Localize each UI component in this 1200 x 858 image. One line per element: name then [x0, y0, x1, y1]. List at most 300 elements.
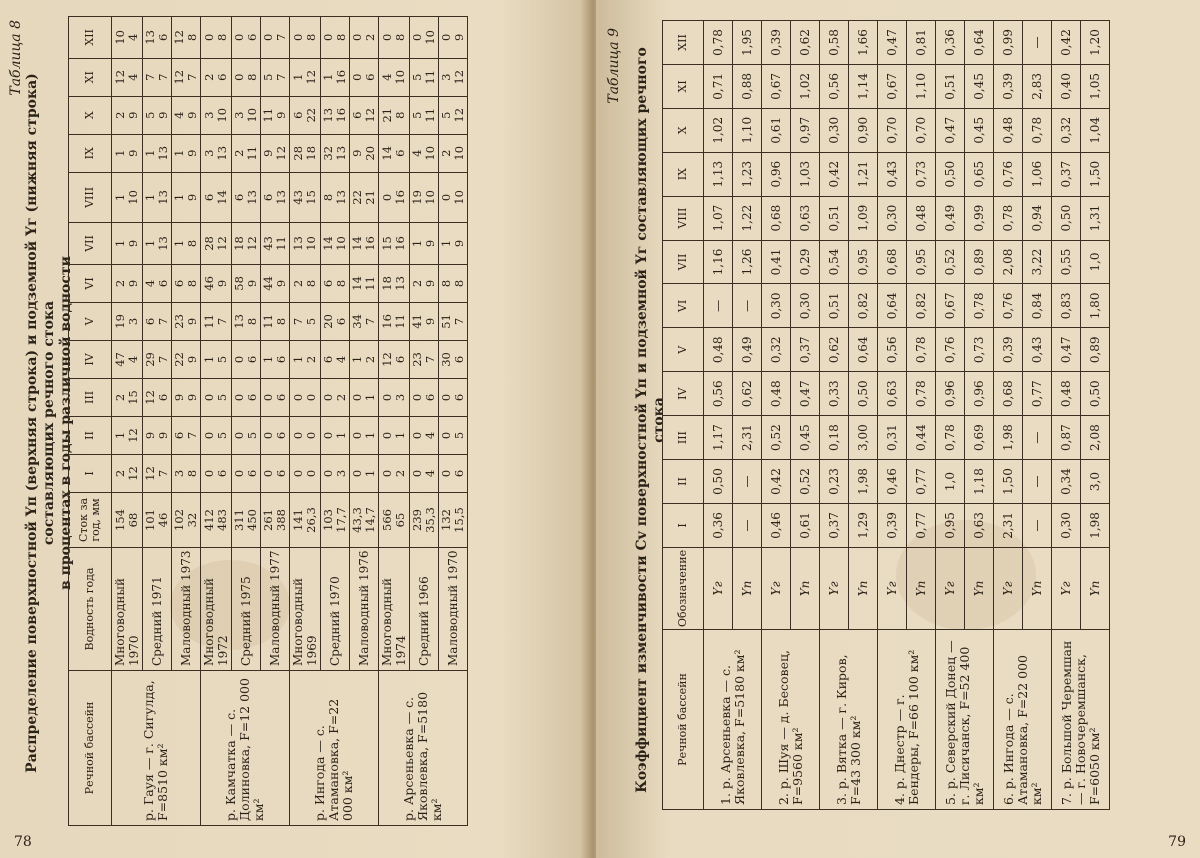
ground-percent: 4 — [126, 73, 140, 81]
surface-percent: 0 — [439, 469, 453, 478]
coefficient-cell: 1,50 — [994, 460, 1023, 504]
percent-cell — [261, 223, 290, 265]
surface-percent: 0 — [232, 469, 246, 478]
coefficient-cell: 0,73 — [907, 152, 936, 196]
surface-percent: 13 — [232, 314, 246, 329]
table-body — [704, 21, 1110, 810]
runoff-distribution-table — [68, 16, 468, 826]
surface-percent: 1 — [202, 355, 216, 364]
header-month: VIII — [69, 172, 112, 222]
surface-percent: 2 — [410, 279, 424, 288]
coefficient-cell: 1,02 — [791, 64, 820, 108]
surface-percent: 0 — [380, 469, 394, 478]
percent-cell — [379, 340, 410, 378]
surface-percent: 0 — [439, 393, 453, 402]
percent-cell — [290, 58, 321, 96]
coefficient-cell: 0,56 — [704, 372, 733, 416]
ground-percent: 16 — [393, 190, 407, 205]
coefficient-cell: 0,95 — [907, 240, 936, 284]
header-month: VII — [69, 223, 112, 265]
surface-percent: 2 — [202, 73, 216, 81]
ground-percent: 0 — [304, 469, 318, 478]
percent-cell — [290, 264, 321, 302]
surface-percent: 51 — [439, 314, 453, 329]
water-year-cell: Маловодный 1973 — [172, 548, 201, 671]
ground-percent: 9 — [126, 149, 140, 157]
ground-percent: 12 — [274, 145, 288, 161]
ground-percent: 3 — [334, 469, 348, 478]
percent-cell — [261, 172, 290, 222]
water-year-cell: Маловодный 1970 — [439, 548, 468, 671]
coefficient-cell: 1,31 — [1081, 196, 1110, 240]
percent-cell — [261, 17, 290, 59]
basin-cell: 1. р. Арсеньевка — с. Яковлевка, F=5180 км² — [704, 630, 762, 810]
coefficient-cell: 0,83 — [1052, 284, 1081, 328]
surface-percent: 7 — [291, 317, 305, 326]
surface-percent: 1 — [113, 149, 127, 157]
surface-percent: 0 — [350, 33, 364, 42]
header-designation: Обозначение — [663, 547, 704, 629]
coefficient-cell: 0,34 — [1052, 460, 1081, 504]
surface-percent: 13 — [143, 30, 157, 45]
percent-cell — [172, 454, 201, 492]
coefficient-cell: 1,14 — [849, 64, 878, 108]
percent-cell — [410, 58, 439, 96]
coefficient-cell: — — [1023, 416, 1052, 460]
ground-percent: 9 — [423, 239, 437, 248]
coefficient-cell: 0,39 — [878, 503, 907, 547]
coefficient-cell: 0,48 — [994, 108, 1023, 152]
header-month: XII — [69, 17, 112, 59]
percent-cell — [321, 172, 350, 222]
ground-percent: 4 — [423, 431, 437, 440]
ground-percent: 8 — [185, 33, 199, 42]
surface-percent: 30 — [439, 352, 453, 367]
table-row — [1052, 21, 1081, 810]
coefficient-cell: 0,42 — [1052, 21, 1081, 65]
page-number: 79 — [1168, 834, 1186, 850]
percent-cell — [232, 340, 261, 378]
header-month: I — [69, 454, 112, 492]
designation-cell: Yп — [733, 547, 762, 629]
ground-percent: 1 — [393, 431, 407, 440]
surface-percent: 0 — [291, 469, 305, 478]
runoff-value: 132 — [439, 509, 453, 531]
designation-cell: Yп — [907, 547, 936, 629]
ground-percent: 10 — [393, 69, 407, 85]
coefficient-cell: 0,37 — [1052, 152, 1081, 196]
ground-percent: 21 — [363, 190, 377, 205]
percent-cell — [201, 454, 232, 492]
percent-cell — [290, 340, 321, 378]
percent-cell — [232, 58, 261, 96]
coefficient-cell: 0,36 — [704, 503, 733, 547]
percent-cell — [201, 96, 232, 134]
coefficient-cell: 0,30 — [762, 284, 791, 328]
surface-percent: 7 — [143, 73, 157, 81]
runoff-cell — [379, 493, 410, 548]
coefficient-cell: 0,78 — [965, 284, 994, 328]
coefficient-cell: 0,73 — [965, 328, 994, 372]
ground-percent: 10 — [126, 190, 140, 205]
surface-percent: 11 — [261, 107, 275, 123]
surface-percent: 18 — [380, 276, 394, 291]
surface-percent: 0 — [291, 33, 305, 42]
percent-cell — [379, 454, 410, 492]
surface-percent: 1 — [172, 239, 186, 248]
ground-percent: 12 — [126, 466, 140, 481]
surface-percent: 0 — [439, 33, 453, 42]
percent-cell — [410, 172, 439, 222]
table-title: Коэффициент изменчивости Cv поверхностной Yп и подземной Yг составляющих речного стока — [634, 47, 667, 793]
surface-percent: 2 — [439, 149, 453, 157]
ground-percent: 9 — [185, 111, 199, 119]
percent-cell — [201, 17, 232, 59]
surface-percent: 0 — [321, 431, 335, 440]
ground-percent: 1 — [363, 393, 377, 402]
coefficient-cell: 0,41 — [762, 240, 791, 284]
coefficient-cell: 0,47 — [1052, 328, 1081, 372]
surface-percent: 9 — [350, 149, 364, 157]
percent-cell — [232, 302, 261, 340]
surface-percent: 0 — [261, 33, 275, 42]
surface-percent: 0 — [410, 33, 424, 42]
percent-cell — [201, 378, 232, 416]
runoff-value: 32 — [185, 512, 199, 528]
percent-cell — [439, 340, 468, 378]
surface-percent: 4 — [143, 279, 157, 288]
header-month: X — [663, 108, 704, 152]
ground-percent: 6 — [245, 33, 259, 42]
coefficient-cell: 0,63 — [878, 372, 907, 416]
ground-percent: 6 — [274, 355, 288, 364]
runoff-value: 141 — [291, 509, 305, 531]
surface-percent: 6 — [291, 111, 305, 119]
ground-percent: 9 — [215, 279, 229, 288]
water-year-cell: Средний 1975 — [232, 548, 261, 671]
ground-percent: 22 — [304, 107, 318, 123]
basin-cell: 6. р. Ингода — с. Атамановка, F=22 000 км² — [994, 630, 1052, 810]
ground-percent: 6 — [452, 393, 466, 402]
percent-cell — [290, 454, 321, 492]
ground-percent: 8 — [334, 279, 348, 288]
ground-percent: 11 — [423, 107, 437, 123]
ground-percent: 5 — [215, 393, 229, 402]
surface-percent: 4 — [410, 149, 424, 157]
coefficient-cell: 0,61 — [791, 503, 820, 547]
percent-cell — [290, 17, 321, 59]
coefficient-cell: 0,44 — [907, 416, 936, 460]
ground-percent: 6 — [452, 355, 466, 364]
runoff-cell — [439, 493, 468, 548]
coefficient-cell: 0,97 — [791, 108, 820, 152]
surface-percent: 0 — [380, 393, 394, 402]
coefficient-cell: 0,30 — [878, 196, 907, 240]
percent-cell — [321, 264, 350, 302]
percent-cell — [321, 378, 350, 416]
surface-percent: 6 — [202, 193, 216, 202]
percent-cell — [321, 58, 350, 96]
coefficient-cell: 0,61 — [762, 108, 791, 152]
designation-cell: Yг — [878, 547, 907, 629]
coefficient-cell: 0,32 — [762, 328, 791, 372]
surface-percent: 5 — [143, 111, 157, 119]
percent-cell — [439, 96, 468, 134]
percent-cell — [350, 223, 379, 265]
runoff-value: 101 — [143, 509, 157, 531]
ground-percent: 4 — [126, 355, 140, 364]
coefficient-cell: 1,18 — [965, 460, 994, 504]
header-month: IV — [663, 372, 704, 416]
percent-cell — [439, 134, 468, 172]
surface-percent: 4 — [172, 111, 186, 119]
coefficient-cell: 0,43 — [878, 152, 907, 196]
surface-percent: 0 — [232, 73, 246, 81]
header-month: VII — [663, 240, 704, 284]
surface-percent: 0 — [232, 393, 246, 402]
runoff-cell — [410, 493, 439, 548]
ground-percent: 5 — [245, 431, 259, 440]
ground-percent: 4 — [334, 355, 348, 364]
ground-percent: 8 — [452, 279, 466, 288]
ground-percent: 11 — [245, 145, 259, 161]
percent-cell — [112, 96, 143, 134]
percent-cell — [439, 172, 468, 222]
runoff-value: 483 — [215, 509, 229, 531]
coefficient-cell: 0,45 — [965, 108, 994, 152]
percent-cell — [172, 17, 201, 59]
percent-cell — [379, 172, 410, 222]
surface-percent: 0 — [410, 469, 424, 478]
ground-percent: 13 — [156, 190, 170, 205]
table-label: Таблица 9 — [606, 28, 622, 104]
percent-cell — [143, 340, 172, 378]
percent-cell — [112, 264, 143, 302]
runoff-cell — [321, 493, 350, 548]
percent-cell — [261, 378, 290, 416]
ground-percent: 8 — [185, 279, 199, 288]
percent-cell — [172, 340, 201, 378]
coefficient-cell: 0,51 — [820, 196, 849, 240]
designation-cell: Yг — [704, 547, 733, 629]
table-row — [704, 21, 733, 810]
basin-cell: 4. р. Днестр — г. Бендеры, F=66 100 км² — [878, 630, 936, 810]
coefficient-cell: 0,78 — [907, 372, 936, 416]
surface-percent: 0 — [261, 393, 275, 402]
ground-percent: 6 — [215, 73, 229, 81]
coefficient-cell: 1,04 — [1081, 108, 1110, 152]
coefficient-cell: 0,54 — [820, 240, 849, 284]
header-month: III — [663, 416, 704, 460]
ground-percent: 6 — [274, 431, 288, 440]
percent-cell — [143, 416, 172, 454]
percent-cell — [350, 58, 379, 96]
coefficient-cell: 0,67 — [878, 64, 907, 108]
left-page-rotated-content — [0, 8, 588, 838]
coefficient-cell: 0,87 — [1052, 416, 1081, 460]
surface-percent: 0 — [439, 193, 453, 202]
coefficient-cell: 2,08 — [1081, 416, 1110, 460]
header-month: V — [69, 302, 112, 340]
ground-percent: 9 — [274, 279, 288, 288]
surface-percent: 0 — [232, 355, 246, 364]
percent-cell — [172, 416, 201, 454]
ground-percent: 20 — [363, 145, 377, 161]
coefficient-cell: 0,78 — [1023, 108, 1052, 152]
surface-percent: 19 — [113, 314, 127, 329]
percent-cell — [350, 134, 379, 172]
coefficient-cell: 0,71 — [704, 64, 733, 108]
percent-cell — [112, 172, 143, 222]
ground-percent: 4 — [126, 33, 140, 42]
coefficient-cell: 0,99 — [994, 21, 1023, 65]
table-row — [936, 21, 965, 810]
surface-percent: 43 — [261, 236, 275, 251]
coefficient-cell: 0,90 — [849, 108, 878, 152]
designation-cell: Yп — [791, 547, 820, 629]
percent-cell — [410, 454, 439, 492]
runoff-cell — [112, 493, 143, 548]
coefficient-cell: 0,37 — [820, 503, 849, 547]
surface-percent: 12 — [172, 30, 186, 45]
coefficient-cell: 1,20 — [1081, 21, 1110, 65]
percent-cell — [321, 454, 350, 492]
ground-percent: 10 — [304, 236, 318, 251]
runoff-cell — [290, 493, 321, 548]
percent-cell — [143, 58, 172, 96]
water-year-cell: Маловодный 1976 — [350, 548, 379, 671]
surface-percent: 6 — [321, 279, 335, 288]
percent-cell — [112, 223, 143, 265]
runoff-value: 68 — [126, 512, 140, 528]
ground-percent: 6 — [245, 469, 259, 478]
surface-percent: 0 — [350, 73, 364, 81]
percent-cell — [261, 454, 290, 492]
ground-percent: 9 — [452, 33, 466, 42]
coefficient-cell: 0,29 — [791, 240, 820, 284]
table-title-line2: в процентах в годы различной водности — [58, 256, 74, 590]
coefficient-cell: 1,02 — [704, 108, 733, 152]
coefficient-cell: 0,76 — [994, 152, 1023, 196]
percent-cell — [232, 416, 261, 454]
surface-percent: 5 — [261, 73, 275, 81]
coefficient-cell: 0,68 — [762, 196, 791, 240]
ground-percent: 5 — [215, 431, 229, 440]
percent-cell — [379, 264, 410, 302]
surface-percent: 5 — [410, 111, 424, 119]
header-month: III — [69, 378, 112, 416]
surface-percent: 23 — [410, 352, 424, 367]
ground-percent: 6 — [245, 355, 259, 364]
coefficient-cell: — — [733, 284, 762, 328]
coefficient-cell: 0,23 — [820, 460, 849, 504]
surface-percent: 6 — [172, 279, 186, 288]
coefficient-cell: 0,96 — [965, 372, 994, 416]
percent-cell — [379, 378, 410, 416]
coefficient-cell: 0,89 — [965, 240, 994, 284]
header-month: VIII — [663, 196, 704, 240]
surface-percent: 12 — [172, 69, 186, 85]
ground-percent: 8 — [185, 239, 199, 248]
percent-cell — [290, 223, 321, 265]
coefficient-cell: 0,76 — [936, 328, 965, 372]
ground-percent: 12 — [245, 236, 259, 251]
ground-percent: 7 — [156, 73, 170, 81]
coefficient-cell: 0,64 — [965, 21, 994, 65]
ground-percent: 12 — [452, 107, 466, 123]
coefficient-cell: 0,50 — [936, 152, 965, 196]
page-number: 78 — [14, 834, 32, 850]
designation-cell: Yг — [762, 547, 791, 629]
coefficient-cell: 0,48 — [907, 196, 936, 240]
percent-cell — [321, 17, 350, 59]
coefficient-cell: 0,99 — [965, 196, 994, 240]
coefficient-cell: 0,64 — [849, 328, 878, 372]
coefficient-cell: 1,06 — [1023, 152, 1052, 196]
coefficient-cell: 0,95 — [849, 240, 878, 284]
percent-cell — [321, 302, 350, 340]
surface-percent: 13 — [321, 107, 335, 123]
surface-percent: 29 — [143, 352, 157, 367]
percent-cell — [112, 302, 143, 340]
ground-percent: 10 — [245, 107, 259, 123]
percent-cell — [261, 58, 290, 96]
coefficient-cell: 0,77 — [907, 460, 936, 504]
surface-percent: 2 — [232, 149, 246, 157]
percent-cell — [201, 340, 232, 378]
right-page — [596, 0, 1200, 858]
ground-percent: 7 — [156, 317, 170, 326]
percent-cell — [232, 454, 261, 492]
table-title-line1: Распределение поверхностной Yп (верхняя строка) и подземной Yг (нижняя строка) составляющих речного стока — [24, 73, 57, 773]
surface-percent: 12 — [143, 466, 157, 481]
coefficient-cell: 0,67 — [762, 64, 791, 108]
water-year-cell: Многоводный 1974 — [379, 548, 410, 671]
surface-percent: 5 — [410, 73, 424, 81]
surface-percent: 9 — [172, 393, 186, 402]
surface-percent: 0 — [202, 393, 216, 402]
ground-percent: 9 — [452, 239, 466, 248]
ground-percent: 13 — [334, 190, 348, 205]
surface-percent: 0 — [380, 431, 394, 440]
coefficient-cell: 1,05 — [1081, 64, 1110, 108]
runoff-value: 102 — [172, 509, 186, 531]
ground-percent: 7 — [215, 317, 229, 326]
percent-cell — [439, 454, 468, 492]
surface-percent: 0 — [410, 431, 424, 440]
surface-percent: 1 — [350, 355, 364, 364]
table-row — [820, 21, 849, 810]
coefficient-cell: 0,77 — [907, 503, 936, 547]
percent-cell — [410, 264, 439, 302]
percent-cell — [232, 96, 261, 134]
ground-percent: 6 — [215, 469, 229, 478]
surface-percent: 2 — [113, 393, 127, 402]
surface-percent: 5 — [439, 111, 453, 119]
percent-cell — [290, 378, 321, 416]
runoff-value: 239 — [410, 509, 424, 531]
coefficient-cell: 0,46 — [878, 460, 907, 504]
ground-percent: 7 — [156, 355, 170, 364]
coefficient-cell: 0,88 — [733, 64, 762, 108]
surface-percent: 1 — [291, 73, 305, 81]
percent-cell — [112, 340, 143, 378]
percent-cell — [379, 223, 410, 265]
ground-percent: 6 — [363, 73, 377, 81]
coefficient-cell: 0,82 — [849, 284, 878, 328]
coefficient-cell: 1,66 — [849, 21, 878, 65]
percent-cell — [172, 264, 201, 302]
